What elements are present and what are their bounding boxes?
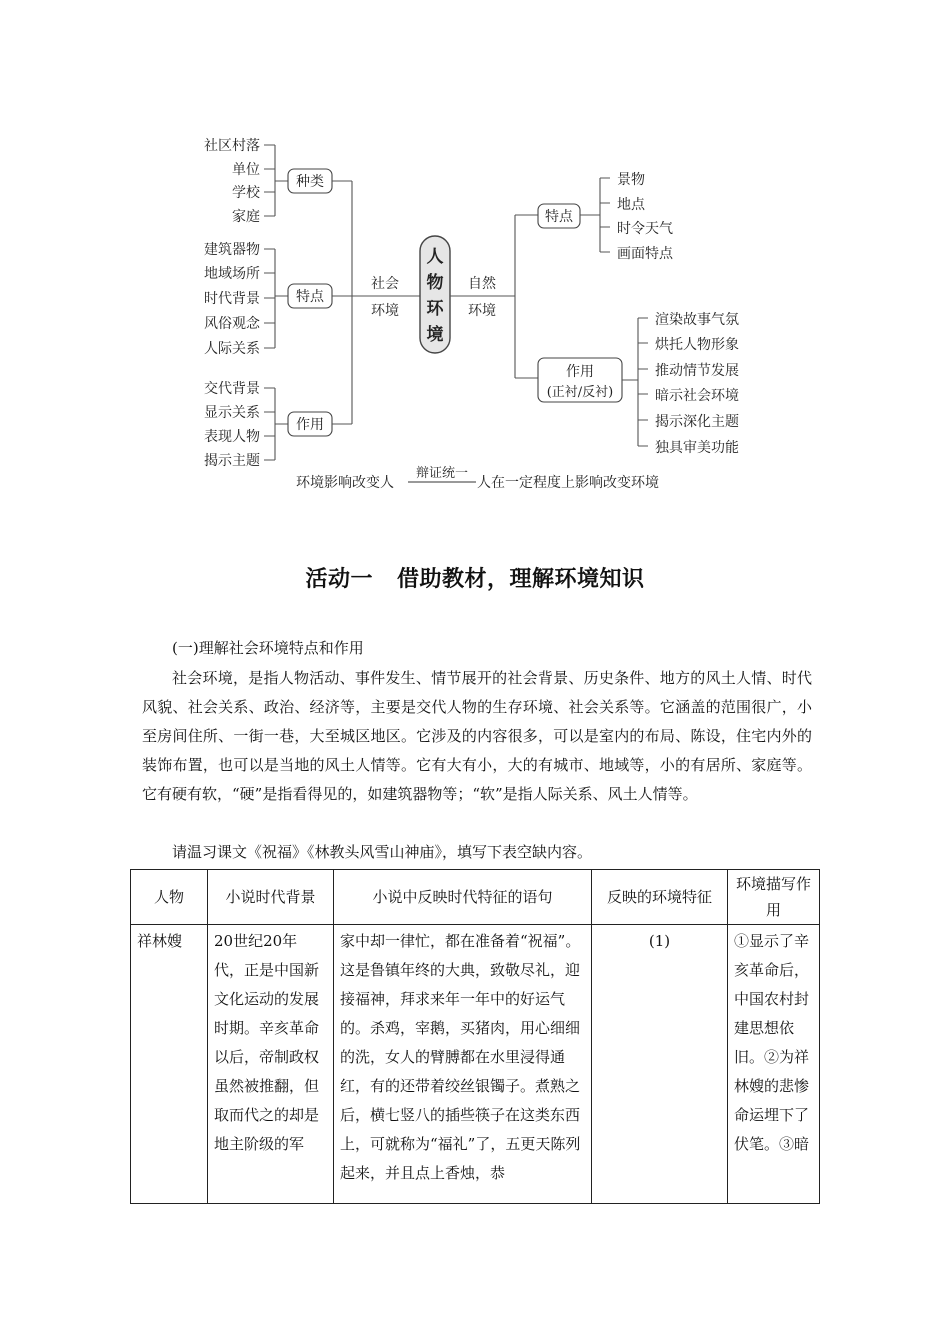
relation-middle-text: 辩证统一 (415, 466, 469, 481)
core-char: 人 (426, 247, 444, 267)
social-env-label: 环境 (371, 303, 399, 319)
natural-effect-item: 独具审美功能 (655, 440, 739, 456)
social-feature-item: 人际关系 (204, 341, 260, 357)
activity-heading (0, 562, 950, 593)
social-type-label: 种类 (296, 174, 324, 190)
core-char: 境 (426, 325, 444, 345)
social-effect-label: 作用 (296, 417, 324, 433)
feature-bracket (264, 249, 288, 348)
natural-effect-item: 渲染故事气氛 (655, 312, 739, 328)
social-type-item: 单位 (232, 162, 260, 178)
social-feature-item: 建筑器物 (204, 242, 260, 258)
social-type-item: 家庭 (232, 209, 260, 225)
natural-effect-bracket (622, 318, 648, 446)
section-paragraph: 社会环境，是指人物活动、事件发生、情节展开的社会背景、历史条件、地方的风土人情、时代风貌、社会关系、政治、经济等，主要是交代人物的生存环境、社会关系等。它涵盖的范围很广，小至房间住所、一街一巷，大至城区地区。它涉及的内容很多，可以是室内的布局、陈设，住宅内外的装饰布置，也可以是当地的风土人情等。它有大有小，大的有城市、地域等，小的有居所、家庭等。它有硬有软，“硬”是指看得见的，如建筑器物等；“软”是指人际关系、风土人情等。 (142, 669, 812, 803)
natural-effect-label: 作用 (566, 364, 594, 380)
core-char: 物 (426, 273, 444, 293)
social-effect-item: 交代背景 (204, 381, 260, 397)
background-cell: 20世纪20年代，正是中国新文化运动的发展时期。辛亥革命以后，帝制政权虽然被推翻，但取而代之的却是地主阶级的军 (208, 925, 334, 1204)
section-prompt: 请温习课文《祝福》《林教头风雪山神庙》，填写下表空缺内容。 (172, 843, 593, 861)
social-feature-label: 特点 (296, 289, 324, 305)
natural-env-label: 环境 (468, 303, 496, 319)
social-env-label: 社会 (371, 276, 399, 292)
core-char: 环 (426, 299, 444, 319)
type-bracket (264, 145, 288, 216)
natural-feature-item: 景物 (617, 172, 645, 188)
mind-map-diagram (0, 0, 950, 510)
natural-effect-item: 推动情节发展 (655, 363, 739, 379)
social-type-item: 社区村落 (204, 138, 260, 154)
table-row (131, 925, 820, 1204)
natural-effect-item: 揭示深化主题 (655, 414, 739, 430)
relation-left-text: 环境影响改变人 (296, 475, 394, 491)
section-subtitle: (一)理解社会环境特点和作用 (172, 639, 364, 657)
natural-effect-item: 暗示社会环境 (655, 388, 739, 404)
effect-bracket (264, 388, 288, 460)
quote-cell: 家中却一律忙，都在准备着“祝福”。这是鲁镇年终的大典，致敬尽礼，迎接福神，拜求来年一年中的好运气的。杀鸡，宰鹅，买猪肉，用心细细的洗，女人的臂膊都在水里浸得通红，有的还带着绞丝银镯子。煮熟之后，横七竖八的插些筷子在这类东西上，可就称为“福礼”了，五更天陈列起来，并且点上香烛，恭 (334, 925, 592, 1204)
social-type-item: 学校 (232, 185, 260, 201)
table-header-cell: 人物 (131, 870, 208, 925)
table-header-row (131, 870, 820, 925)
natural-feature-item: 时令天气 (617, 221, 673, 237)
social-feature-item: 时代背景 (204, 291, 260, 307)
fill-in-table (130, 869, 820, 1204)
activity-heading-part2: 借助教材，理解环境知识 (397, 567, 645, 592)
person-cell: 祥林嫂 (131, 925, 208, 1204)
table-header-cell: 小说中反映时代特征的语句 (334, 870, 592, 925)
social-effect-item: 揭示主题 (204, 453, 260, 469)
natural-effect-item: 烘托人物形象 (655, 337, 739, 353)
social-feature-item: 地域场所 (204, 266, 260, 282)
natural-feature-item: 画面特点 (617, 246, 673, 262)
natural-trunk (450, 215, 538, 378)
table-header-cell: 环境描写作用 (728, 870, 820, 925)
effect-cell: ①显示了辛亥革命后，中国农村封建思想依旧。②为祥林嫂的悲惨命运埋下了伏笔。③暗 (728, 925, 820, 1204)
social-effect-item: 表现人物 (204, 429, 260, 445)
table-header-cell: 反映的环境特征 (592, 870, 728, 925)
natural-feature-item: 地点 (617, 197, 645, 213)
natural-env-label: 自然 (468, 276, 496, 292)
table-header-cell: 小说时代背景 (208, 870, 334, 925)
social-effect-item: 显示关系 (204, 405, 260, 421)
relation-right-text: 人在一定程度上影响改变环境 (477, 475, 659, 491)
natural-effect-sublabel: (正衬/反衬) (546, 385, 614, 400)
natural-feature-label: 特点 (545, 209, 573, 225)
social-feature-item: 风俗观念 (204, 316, 260, 332)
feature-blank-cell[interactable]: (1) (592, 925, 728, 1204)
natural-feature-bracket (580, 178, 610, 252)
activity-heading-part1: 活动一 (305, 567, 373, 592)
